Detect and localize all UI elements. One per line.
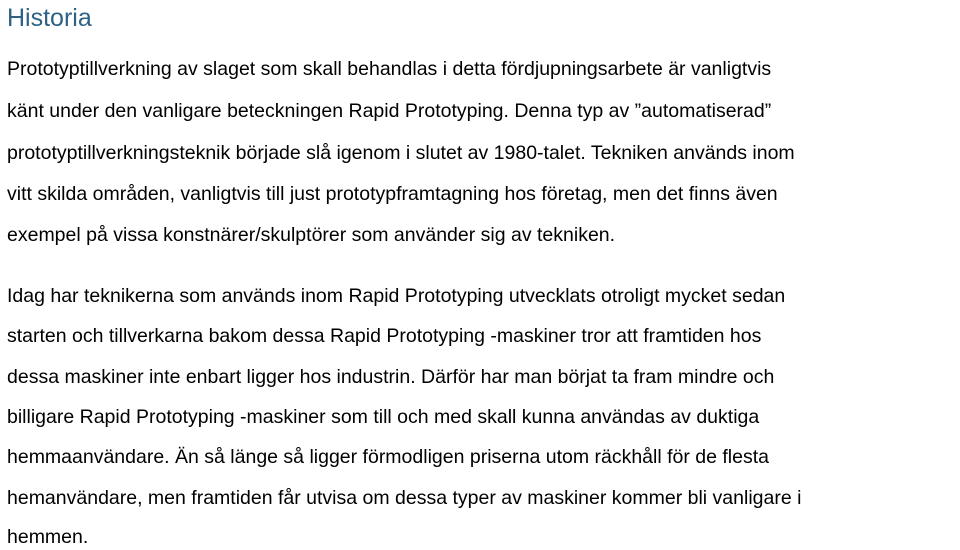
paragraph-line: dessa maskiner inte enbart ligger hos industrin. Därför har man börjat ta fram mindre och (7, 366, 775, 388)
paragraph-line: vitt skilda områden, vanligtvis till just prototypframtagning hos företag, men det finns även (7, 183, 778, 205)
paragraph-line: billigare Rapid Prototyping -maskiner som till och med skall kunna användas av duktiga (7, 406, 760, 428)
paragraph-line: hemmen. (7, 526, 89, 548)
paragraph-line: hemanvändare, men framtiden får utvisa om dessa typer av maskiner kommer bli vanligare i (7, 487, 802, 509)
paragraph-line: exempel på vissa konstnärer/skulptörer som använder sig av tekniken. (7, 224, 616, 246)
paragraph-line: starten och tillverkarna bakom dessa Rapid Prototyping -maskiner tror att framtiden hos (7, 325, 762, 347)
paragraph-line: känt under den vanligare beteckningen Rapid Prototyping. Denna typ av ”automatiserad” (7, 100, 772, 122)
paragraph-line: prototyptillverkningsteknik började slå igenom i slutet av 1980-talet. Tekniken används inom (7, 142, 795, 164)
paragraph-line: hemmaanvändare. Än så länge så ligger förmodligen priserna utom räckhåll för de flesta (7, 446, 769, 468)
paragraph-line: Idag har teknikerna som används inom Rapid Prototyping utvecklats otroligt mycket sedan (7, 285, 786, 307)
section-heading: Historia (7, 4, 92, 32)
paragraph-line: Prototyptillverkning av slaget som skall behandlas i detta fördjupningsarbete är vanligtvis (7, 58, 772, 80)
